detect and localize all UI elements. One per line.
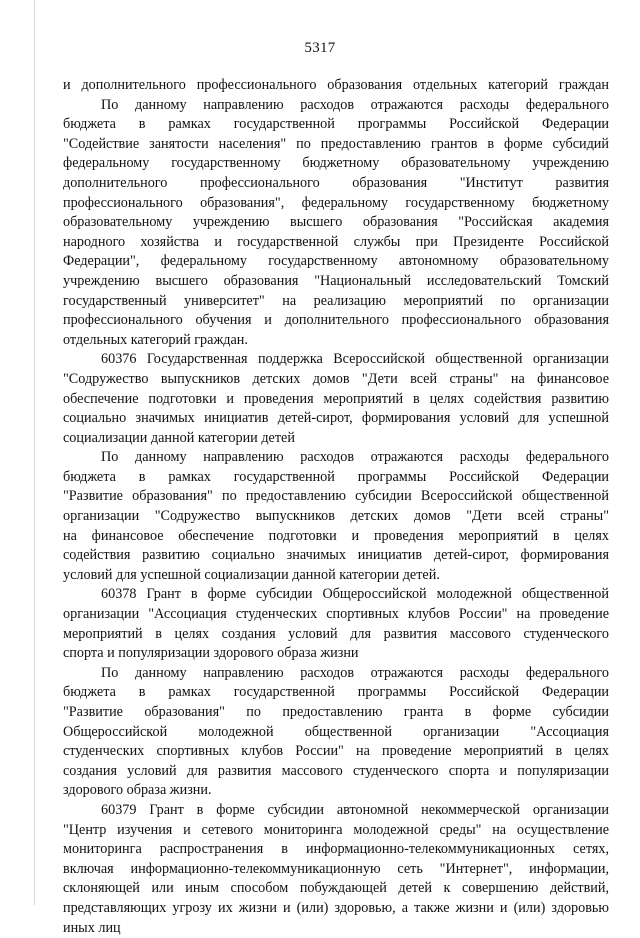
text-line: 60376 Государственная поддержка Всероссийской общественной организации — [101, 351, 609, 368]
text-line: организации "Содружество выпускников детских домов "Дети всей страны" — [63, 508, 609, 525]
text-line: на финансовое обеспечение подготовки и проведения мероприятий в целях — [63, 527, 609, 544]
text-line: образовательному учреждению высшего образования "Российская академия — [63, 214, 609, 231]
document-body — [63, 76, 609, 938]
text-line: мероприятий в целях создания условий для развития массового студенческого — [63, 625, 609, 642]
text-line: "Развитие образования" по предоставлению гранта в форме субсидии — [63, 704, 609, 720]
text-line: мониторинга распространения в информационно-телекоммуникационных сетях, — [63, 841, 609, 858]
page-number: 5317 — [304, 40, 336, 56]
text-line: здорового образа жизни. — [63, 782, 212, 799]
text-line: "Центр изучения и сетевого мониторинга молодежной среды" на осуществление — [63, 821, 609, 838]
text-line: По данному направлению расходов отражаются расходы федерального — [101, 664, 609, 681]
text-line: "Содружество выпускников детских домов "Дети всей страны" на финансовое — [63, 370, 609, 387]
text-line: "Развитие образования" по предоставлению субсидии Всероссийской общественной — [63, 488, 609, 505]
text-line: 60378 Грант в форме субсидии Общероссийской молодежной общественной — [101, 586, 609, 603]
text-line: Общероссийской молодежной общественной организации "Ассоциация — [63, 723, 609, 740]
text-line: 60379 Грант в форме субсидии автономной некоммерческой организации — [101, 801, 609, 818]
text-line: дополнительного профессионального образования "Институт развития — [63, 174, 609, 191]
scan-edge-line — [34, 0, 35, 905]
text-line: включая информационно-телекоммуникационную сеть "Интернет", информации, — [63, 860, 609, 877]
text-line: социально значимых инициатив детей-сирот, формирования условий для успешной — [63, 410, 609, 427]
text-line: и дополнительного профессионального образования отдельных категорий граждан — [63, 77, 609, 93]
text-line: социализации данной категории детей — [63, 429, 295, 446]
text-line: склоняющей или иным способом побуждающей детей к совершению действий, — [63, 880, 609, 897]
text-line: обеспечение подготовки и проведения мероприятий в целях содействия развитию — [63, 390, 609, 407]
text-line: представляющих угрозу их жизни и (или) здоровью, а также жизни и (или) здоровью — [63, 899, 609, 916]
text-line: профессионального обучения и дополнительного профессионального образования — [63, 312, 609, 329]
text-line: бюджета в рамках государственной программы Российской Федерации — [63, 468, 609, 485]
text-line: федеральному государственному бюджетному образовательному учреждению — [63, 155, 609, 172]
text-line: профессионального образования", федеральному государственному бюджетному — [63, 194, 609, 211]
text-line: народного хозяйства и государственной службы при Президенте Российской — [63, 233, 609, 250]
text-line: Федерации", федеральному государственному автономному образовательному — [63, 253, 609, 270]
text-line: студенческих спортивных клубов России" на проведение мероприятий в целях — [63, 743, 609, 760]
text-line: государственный университет" на реализацию мероприятий по организации — [63, 292, 609, 309]
text-line: "Содействие занятости населения" по предоставлению грантов в форме субсидий — [63, 135, 609, 152]
text-line: По данному направлению расходов отражаются расходы федерального — [101, 449, 609, 466]
text-line: создания условий для развития массового студенческого спорта и популяризации — [63, 762, 609, 779]
text-line: организации "Ассоциация студенческих спортивных клубов России" на проведение — [63, 606, 609, 623]
text-line: По данному направлению расходов отражаются расходы федерального — [101, 96, 609, 113]
text-line: содействия развитию социально значимых инициатив детей-сирот, формирования — [63, 547, 609, 564]
text-line: отдельных категорий граждан. — [63, 331, 248, 348]
text-line: бюджета в рамках государственной программы Российской Федерации — [63, 684, 609, 701]
text-line: условий для успешной социализации данной категории детей. — [63, 566, 440, 583]
text-line: учреждению высшего образования "Национальный исследовательский Томский — [63, 272, 609, 289]
text-line: спорта и популяризации здорового образа жизни — [63, 645, 359, 662]
text-line: бюджета в рамках государственной программы Российской Федерации — [63, 116, 609, 133]
text-line: иных лиц — [63, 919, 121, 936]
